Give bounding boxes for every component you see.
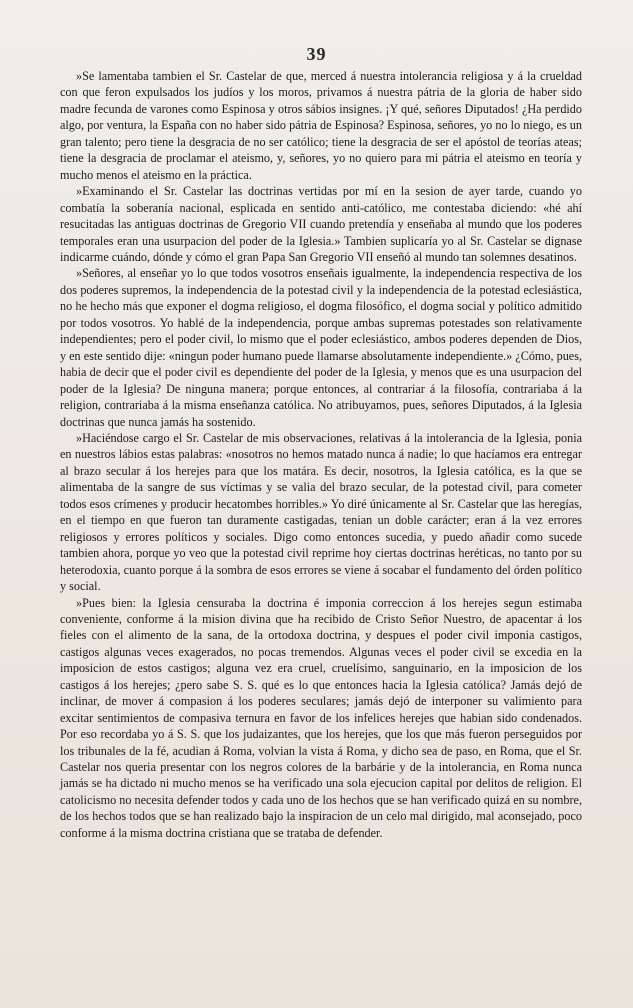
paragraph-1: »Se lamentaba tambien el Sr. Castelar de que, merced á nuestra intolerancia religiosa y á la crueldad con que feron expulsados los judíos y los moros, privamos á nuestra pátria de la gloria de haber sido madre fecunda de varones como Espinosa y otros sábios insignes. ¡Y qué, señores Diputados! ¿Ha perdido algo, por ventura, la España con no haber sido pátria de Espinosa? Espinosa, señores, yo no lo niego, es un gran talento; pero tiene la desgracia de no ser católico; tiene la desgracia de ser el apóstol de teorías ateas; tiene la desgracia de proclamar el ateismo, y, señores, yo no quiero para mi pátria el ateismo en teoría y mucho menos el ateismo en la práctica. [60,69,582,182]
body-text [60,68,582,841]
paragraph-4: »Haciéndose cargo el Sr. Castelar de mis observaciones, relativas á la intolerancia de la Iglesia, ponia en nuestros lábios estas palabras: «nosotros no hemos matado nunca á nadie; lo que hacíamos era entregar al brazo secular á los herejes para que los matára. Es decir, nosotros, la Iglesia católica, es la que se alimentaba de la sangre de sus víctimas y se valia del brazo secular, de la potestad civil, para cometer todos esos crímenes y producir hecatombes horribles.» Yo diré únicamente al Sr. Castelar que las heregías, en el tiempo en que fueron tan duramente castigadas, tenian un doble carácter; eran á la vez errores religiosos y errores políticos y sociales. Digo como entonces sucedia, y puedo añadir como sucede tambien ahora, porque yo veo que la potestad civil reprime hoy ciertas doctrinas heréticas, no tanto por su heterodoxia, cuanto porque á la sombra de esos errores se viene á socabar el fundamento del órden político y social. [60,430,582,594]
paragraph-5: »Pues bien: la Iglesia censuraba la doctrina é imponia correccion á los herejes segun estimaba conveniente, conforme á la mision divina que ha recibido de Cristo Señor Nuestro, de apacentar á los fieles con el alimento de la sana, de la ortodoxa doctrina, y despues el poder civil imponia castigos, castigos algunas veces exagerados, no pocas tremendos. Algunas veces el poder civil se excedia en la imposicion de estos castigos; alguna vez era cruel, cruelísimo, sanguinario, en la imposicion de los castigos á los herejes; ¿pero sabe S. S. qué es lo que entonces hacia la Iglesia católica? Jamás dejó de inclinar, de mover á compasion á los poderes seculares; jamás dejó de interponer su valimiento para excitar sentimientos de compasiva ternura en favor de los infelices herejes que habian sido condenados. Por eso recordaba yo á S. S. que los judaizantes, que los herejes, que los que más fueron perseguidos por los tribunales de la fé, acudian á Roma, volvian la vista á Roma, y dicho sea de paso, en Roma, que el Sr. Castelar nos queria presentar con los negros colores de la barbárie y de la intolerancia, en Roma nunca jamás se ha dictado ni mucho menos se ha verificado una sola ejecucion capital por delitos de religion. El catolicismo no necesita defender todos y cada uno de los hechos que se han verificado quizá en su nombre, de los hechos todos que se han realizado bajo la inspiracion de un celo mal dirigido, mal aconsejado, poco conforme á la misma doctrina cristiana que se trataba de defender. [60,595,582,840]
paragraph-2: »Examinando el Sr. Castelar las doctrinas vertidas por mí en la sesion de ayer tarde, cuando yo combatía la soberanía nacional, esplicada en sentido anti-católico, me contestaba diciendo: «hé ahí resucitadas las antiguas doctrinas de Gregorio VII cuando pretendía y enseñaba al mundo que los poderes temporales eran una usurpacion del poder de la Iglesia.» Tambien suplicaría yo al Sr. Castelar se dignase indicarme cuándo, dónde y cómo el gran Papa San Gregorio VII enseñó al mundo tan solemnes desatinos. [60,184,582,264]
paragraph-3: »Señores, al enseñar yo lo que todos vosotros enseñais igualmente, la independencia respectiva de los dos poderes supremos, la independencia de la potestad civil y la independencia de la potestad eclesiástica, no he hecho más que exponer el dogma religioso, el dogma filosófico, el dogma social y político admitido por todos vosotros. Yo hablé de la independencia, porque ambas supremas potestades son relativamente independientes; pero el poder civil, lo mismo que el poder eclesiástico, ambos poderes dependen de Dios, y en este sentido dije: «ningun poder humano puede llamarse absolutamente independiente.» ¿Cómo, pues, habia de decir que el poder civil es dependiente del poder de la Iglesia, y menos que es una usurpacion del poder de la Iglesia? De ninguna manera; porque entonces, al contrariar á la filosofía, contrariaba á la religion, contrariaba á la misma enseñanza católica. No atribuyamos, pues, señores Diputados, á la Iglesia doctrinas que nunca jamás ha sostenido. [60,266,582,429]
page-number: 39 [306,44,327,64]
